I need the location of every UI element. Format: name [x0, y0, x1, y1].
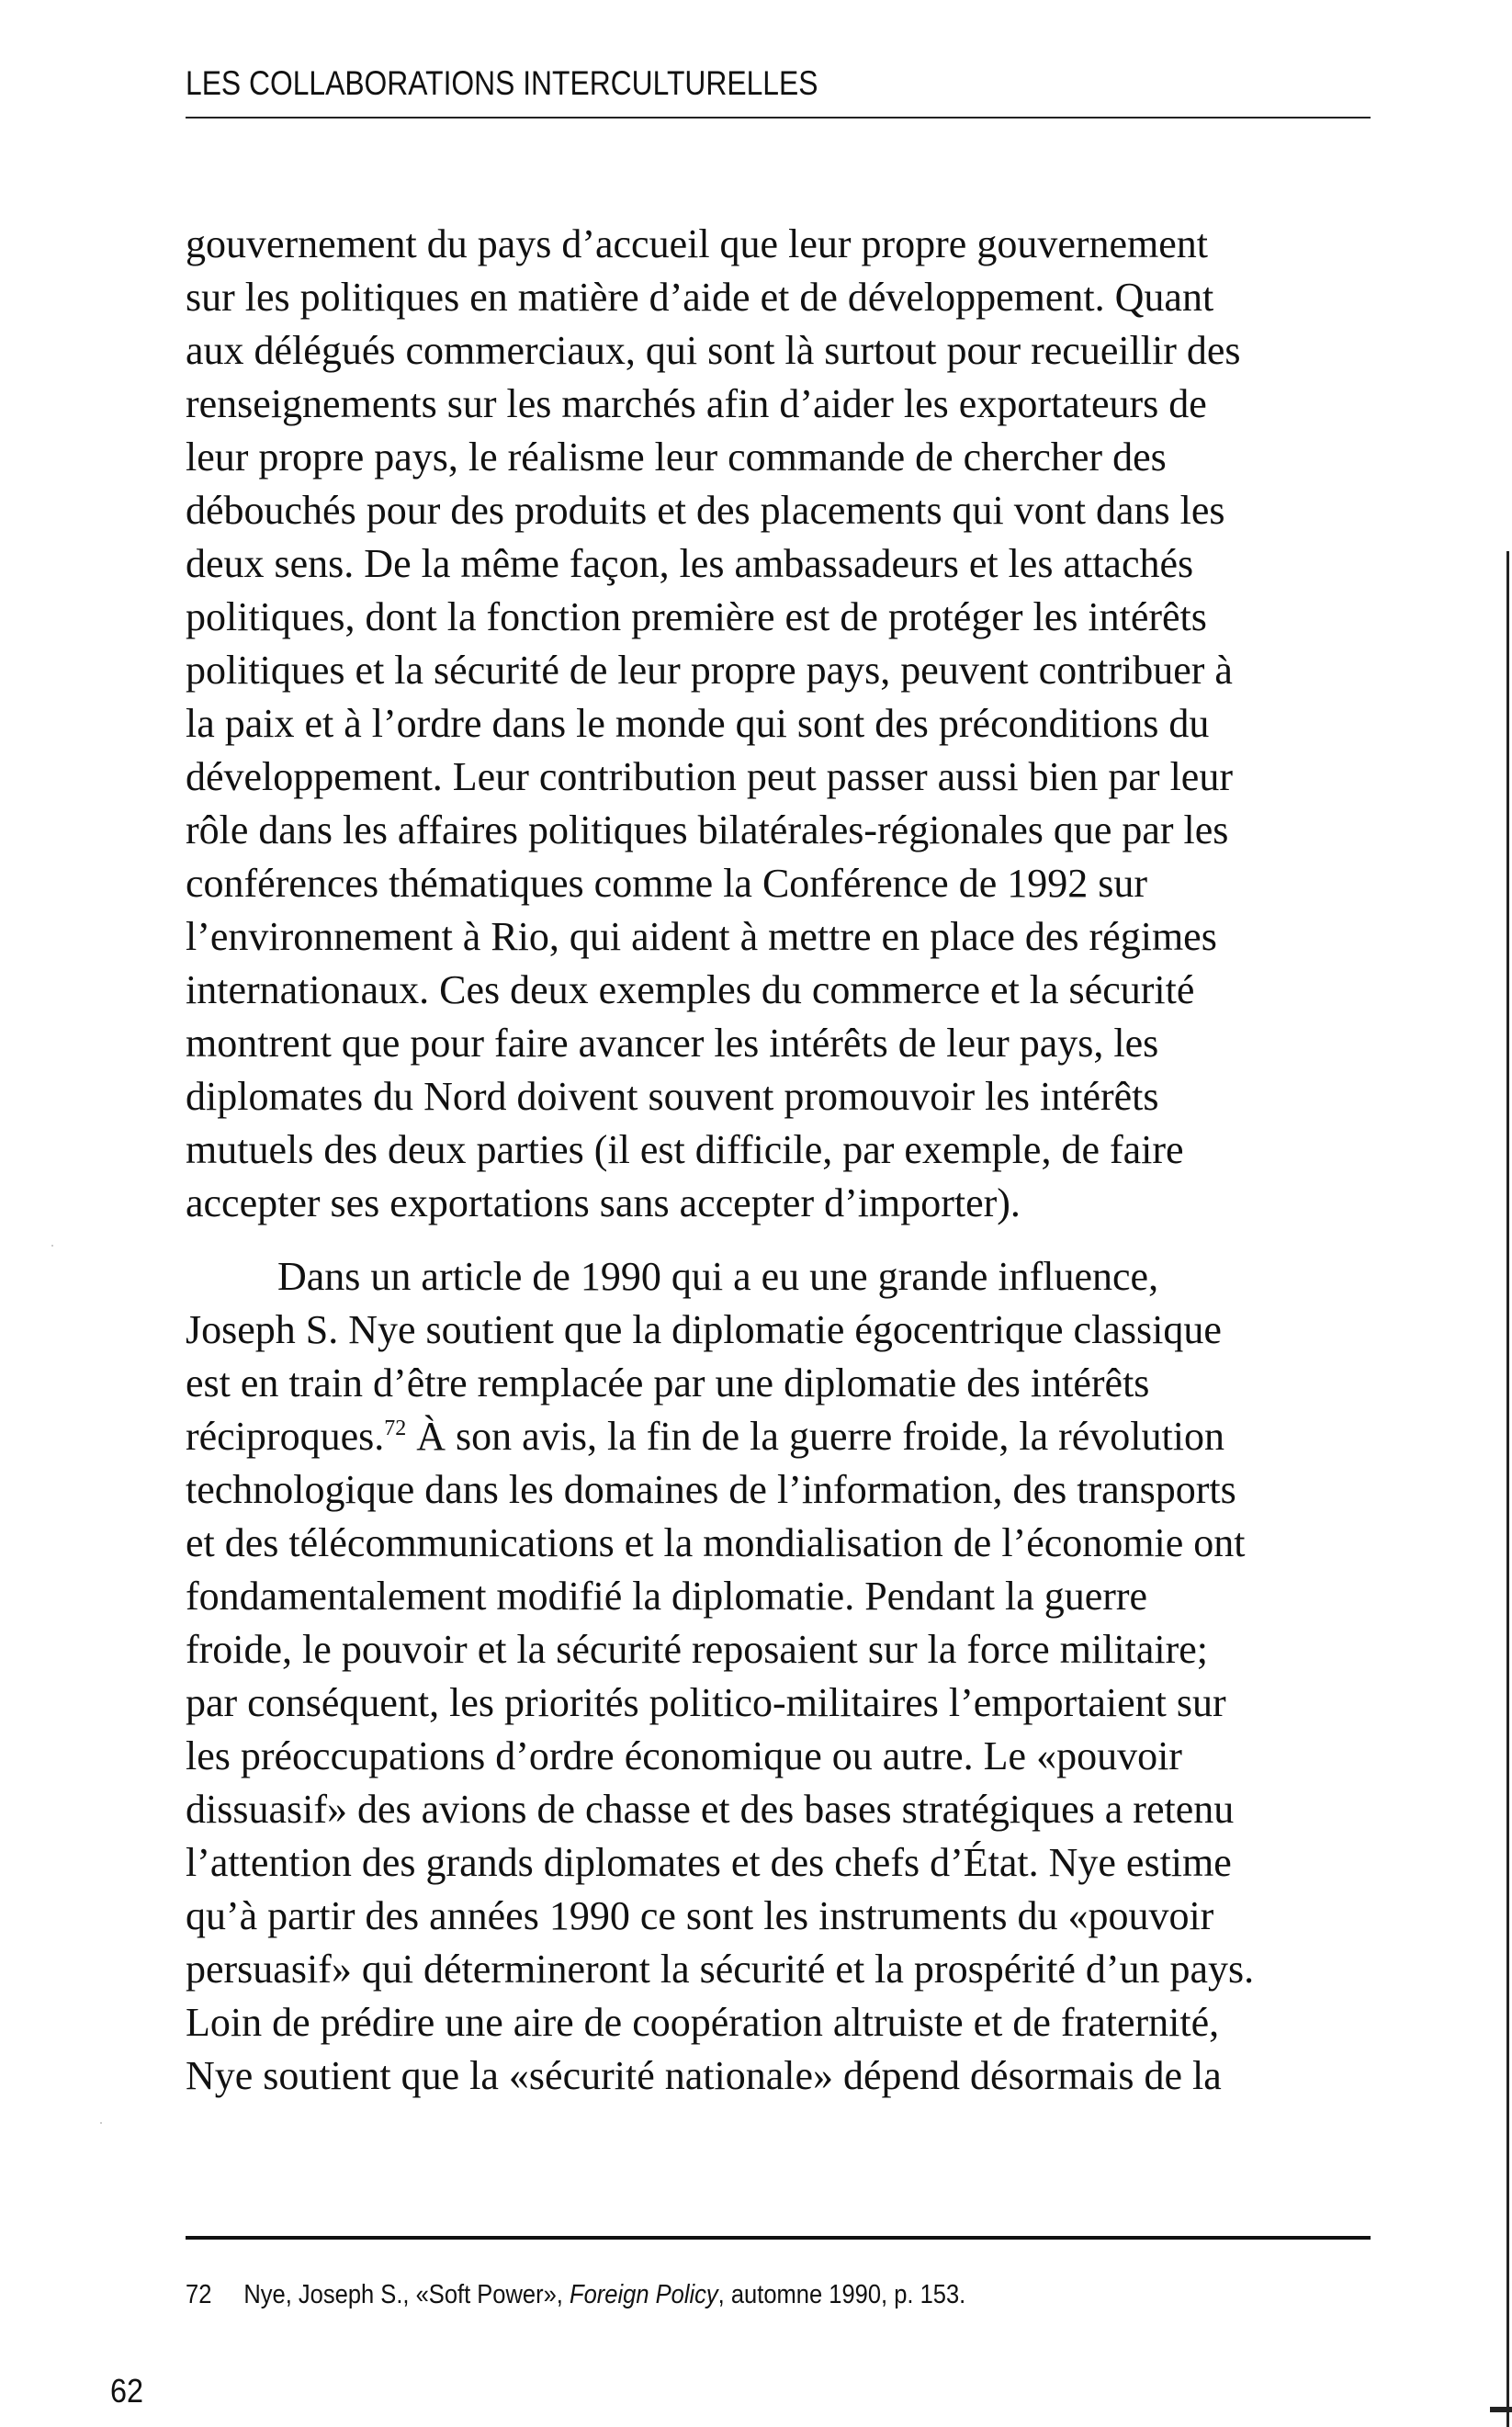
- text-line: et des télécommunications et la mondialisation de l’économie ont: [186, 1520, 1246, 1565]
- running-header: LES COLLABORATIONS INTERCULTURELLES: [186, 64, 818, 102]
- text-fragment: réciproques.: [186, 1414, 385, 1459]
- text-line: montrent que pour faire avancer les intérêts de leur pays, les: [186, 1021, 1159, 1066]
- text-line: est en train d’être remplacée par une diplomatie des intérêts: [186, 1360, 1150, 1405]
- footnote-rule: [186, 2236, 1371, 2240]
- text-line: les préoccupations d’ordre économique ou autre. Le «pouvoir: [186, 1733, 1182, 1778]
- text-line: qu’à partir des années 1990 ce sont les instruments du «pouvoir: [186, 1893, 1214, 1938]
- text-line: politiques et la sécurité de leur propre pays, peuvent contribuer à: [186, 648, 1233, 693]
- text-line: aux délégués commerciaux, qui sont là surtout pour recueillir des: [186, 328, 1241, 373]
- text-line: froide, le pouvoir et la sécurité reposaient sur la force militaire;: [186, 1627, 1208, 1672]
- text-line: deux sens. De la même façon, les ambassadeurs et les attachés: [186, 541, 1194, 586]
- text-line: développement. Leur contribution peut passer aussi bien par leur: [186, 754, 1233, 799]
- text-line: Nye soutient que la «sécurité nationale» dépend désormais de la: [186, 2053, 1222, 2098]
- text-line: la paix et à l’ordre dans le monde qui sont des préconditions du: [186, 701, 1210, 746]
- text-line: sur les politiques en matière d’aide et de développement. Quant: [186, 275, 1214, 320]
- text-line: diplomates du Nord doivent souvent promouvoir les intérêts: [186, 1074, 1159, 1119]
- text-line: politiques, dont la fonction première est de protéger les intérêts: [186, 594, 1207, 639]
- footnote-details: , automne 1990, p. 153.: [717, 2280, 966, 2309]
- text-line: Joseph S. Nye soutient que la diplomatie égocentrique classique: [186, 1307, 1222, 1352]
- text-line: fondamentalement modifié la diplomatie. Pendant la guerre: [186, 1574, 1148, 1619]
- footnote-reference[interactable]: 72: [384, 1417, 407, 1440]
- text-line: Loin de prédire une aire de coopération altruiste et de fraternité,: [186, 2000, 1220, 2045]
- footnote-author: Nye, Joseph S., «Soft Power»,: [243, 2280, 570, 2309]
- text-line: renseignements sur les marchés afin d’aider les exportateurs de: [186, 381, 1207, 426]
- text-line: rôle dans les affaires politiques bilatérales-régionales que par les: [186, 807, 1229, 852]
- text-line: dissuasif» des avions de chasse et des bases stratégiques a retenu: [186, 1787, 1235, 1832]
- text-line: par conséquent, les priorités politico-militaires l’emportaient sur: [186, 1680, 1226, 1725]
- scan-speck: [100, 2122, 102, 2124]
- text-line: technologique dans les domaines de l’information, des transports: [186, 1467, 1236, 1512]
- text-line: conférences thématiques comme la Conférence de 1992 sur: [186, 861, 1148, 906]
- text-line: l’environnement à Rio, qui aident à mettre en place des régimes: [186, 914, 1217, 959]
- text-line: leur propre pays, le réalisme leur commande de chercher des: [186, 435, 1167, 480]
- text-line: [186, 1411, 1224, 1462]
- text-line: gouvernement du pays d’accueil que leur propre gouvernement: [186, 221, 1209, 266]
- text-line: l’attention des grands diplomates et des chefs d’État. Nye estime: [186, 1840, 1232, 1885]
- header-rule: [186, 117, 1371, 119]
- text-line: internationaux. Ces deux exemples du commerce et la sécurité: [186, 967, 1195, 1012]
- text-line: accepter ses exportations sans accepter d’importer).: [186, 1180, 1021, 1225]
- footnote-journal: Foreign Policy: [569, 2280, 718, 2309]
- page-edge-line: [1506, 551, 1509, 2427]
- page-number: 62: [110, 2372, 144, 2410]
- text-line: débouchés pour des produits et des placements qui vont dans les: [186, 488, 1225, 533]
- footnote-number: 72: [186, 2280, 212, 2309]
- text-fragment: À son avis, la fin de la guerre froide, la révolution: [406, 1414, 1224, 1459]
- footnote: [186, 2280, 965, 2310]
- page-edge-corner: [1490, 2407, 1512, 2412]
- scan-speck: [51, 1245, 53, 1247]
- text-line: Dans un article de 1990 qui a eu une grande influence,: [277, 1254, 1159, 1299]
- text-line: persuasif» qui détermineront la sécurité et la prospérité d’un pays.: [186, 1947, 1255, 1992]
- text-line: mutuels des deux parties (il est difficile, par exemple, de faire: [186, 1127, 1184, 1172]
